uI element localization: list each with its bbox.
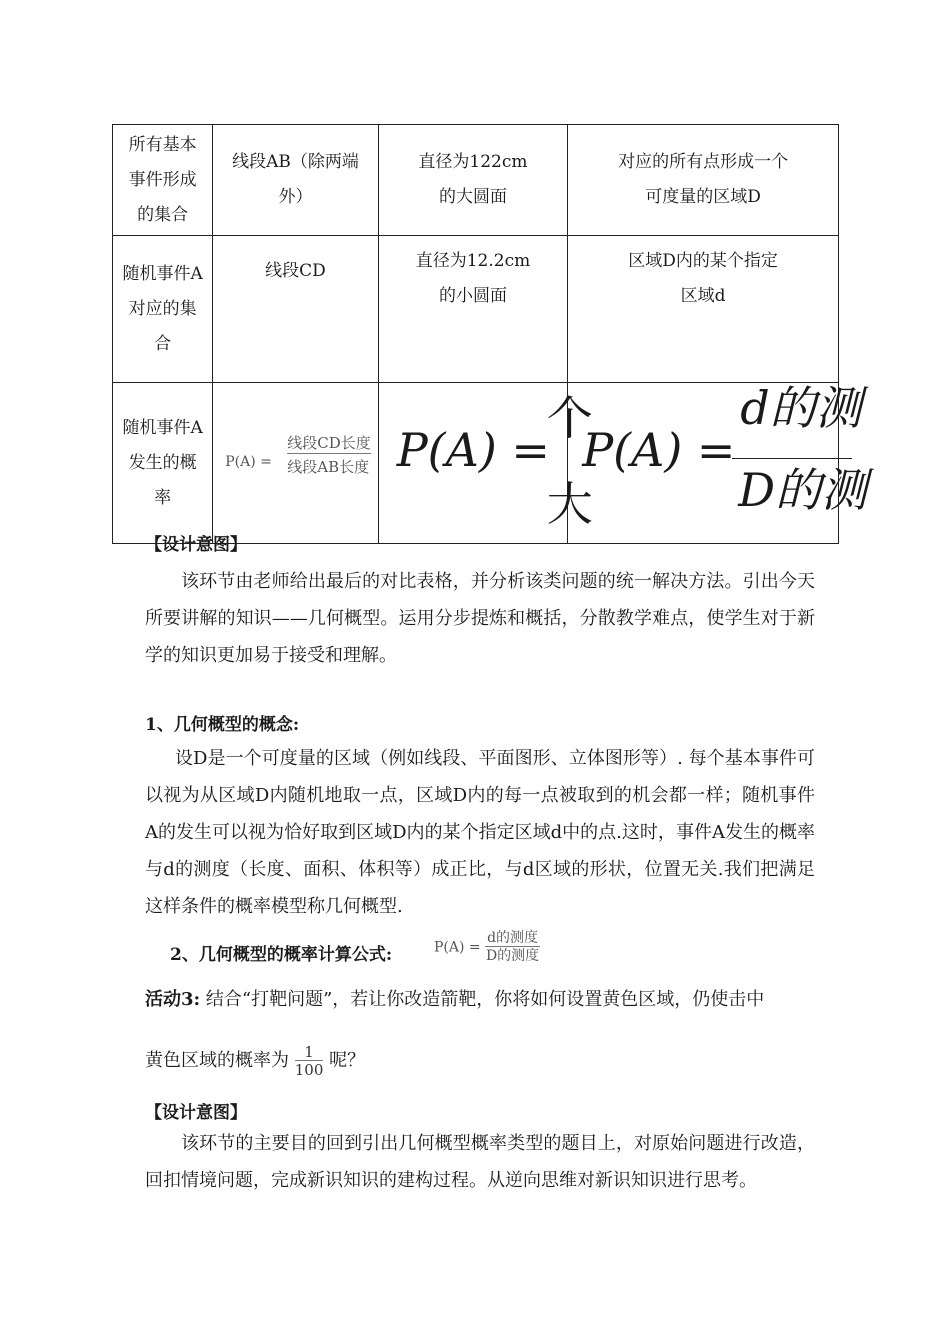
table-row: [113, 383, 839, 544]
formula-cell: [213, 383, 378, 544]
table-cell: 线段AB（除两端外）: [213, 125, 378, 236]
table-row: [113, 125, 839, 236]
row-label: 随机事件A对应的集合: [113, 236, 213, 383]
cell-line: 的小圆面: [438, 286, 507, 306]
section-text: 设D是一个可度量的区域（例如线段、平面图形、立体图形等）. 每个基本事件可以视为从区域D内随机地取一点，区域D内的每一点被取到的机会都一样；随机事件A的发生可以视为恰好取到区域D内的某个指定区域d中的点.这时，事件A发生的概率与d的测度（长度、面积、体积等）成正比，与d区域的形状，位置无关.我们把满足这样条件的概率模型称几何概型.: [145, 748, 815, 917]
formula-fragment: 大: [546, 477, 593, 531]
table-cell: [568, 236, 839, 383]
design-intent-heading: 【设计意图】: [145, 535, 247, 555]
fraction-numerator: 1: [295, 1044, 324, 1061]
activity-label: 活动3:: [145, 989, 201, 1010]
table-cell: [568, 125, 839, 236]
table-cell: 线段CD: [213, 236, 378, 383]
formula-denominator: 线段AB长度: [287, 458, 370, 476]
formula-cell: [568, 381, 868, 544]
cell-line: 直径为12.2cm: [415, 251, 531, 271]
section-heading: 2、几何概型的概率计算公式:: [170, 945, 393, 965]
table-cell: [378, 236, 568, 383]
activity-text: 黄色区域的概率为: [145, 1050, 289, 1071]
formula-numerator: 线段CD长度: [287, 434, 371, 452]
formula-lhs: P(A) =: [434, 939, 481, 956]
comparison-table: [112, 124, 868, 544]
cell-line: 区域d: [680, 286, 726, 306]
cell-line: 的大圆面: [438, 187, 507, 207]
formula-numerator: d的测: [740, 381, 862, 435]
fraction-bar: [732, 458, 852, 459]
section-heading: 1、几何概型的概念:: [145, 715, 300, 735]
formula-lhs: P(A) =: [396, 423, 550, 477]
table-row: [113, 236, 839, 383]
table-cell: [378, 125, 568, 236]
design-intent-text: 该环节的主要目的回到引出几何概型概率类型的题目上，对原始问题进行改造，回扣情境问题，完成新识知识的建构过程。从逆向思维对新识知识进行思考。: [145, 1133, 815, 1191]
activity-line: [145, 981, 815, 1018]
activity-text: 结合“打靶问题”，若让你改造箭靶，你将如何设置黄色区域，仍使击中: [205, 989, 765, 1010]
activity-text: 呢？: [329, 1050, 366, 1071]
formula-cell: [378, 383, 593, 544]
activity-line: [145, 1042, 815, 1079]
fraction-denominator: 100: [294, 1060, 324, 1079]
cell-line: 对应的所有点形成一个: [618, 152, 789, 172]
formula-fragment: 个: [546, 391, 593, 445]
formula-numerator: d的测度: [487, 930, 539, 946]
probability-formula: [434, 930, 540, 965]
cell-line: 直径为122cm: [418, 152, 528, 172]
design-intent-heading: 【设计意图】: [145, 1103, 247, 1123]
formula-denominator: D的测度: [485, 948, 540, 964]
formula-lhs: P(A) =: [582, 423, 736, 477]
row-label: 所有基本事件形成的集合: [113, 125, 213, 236]
formula-lhs: P(A) =: [225, 454, 272, 470]
row-label: 随机事件A发生的概率: [113, 383, 213, 544]
cell-line: 区域D内的某个指定: [628, 251, 778, 271]
formula-denominator: D的测: [738, 463, 868, 517]
cell-line: 可度量的区域D: [645, 187, 761, 207]
design-intent-text: 该环节由老师给出最后的对比表格，并分析该类问题的统一解决方法。引出今天所要讲解的知识——几何概型。运用分步提炼和概括，分散教学难点，使学生对于新学的知识更加易于接受和理解。: [145, 571, 815, 666]
